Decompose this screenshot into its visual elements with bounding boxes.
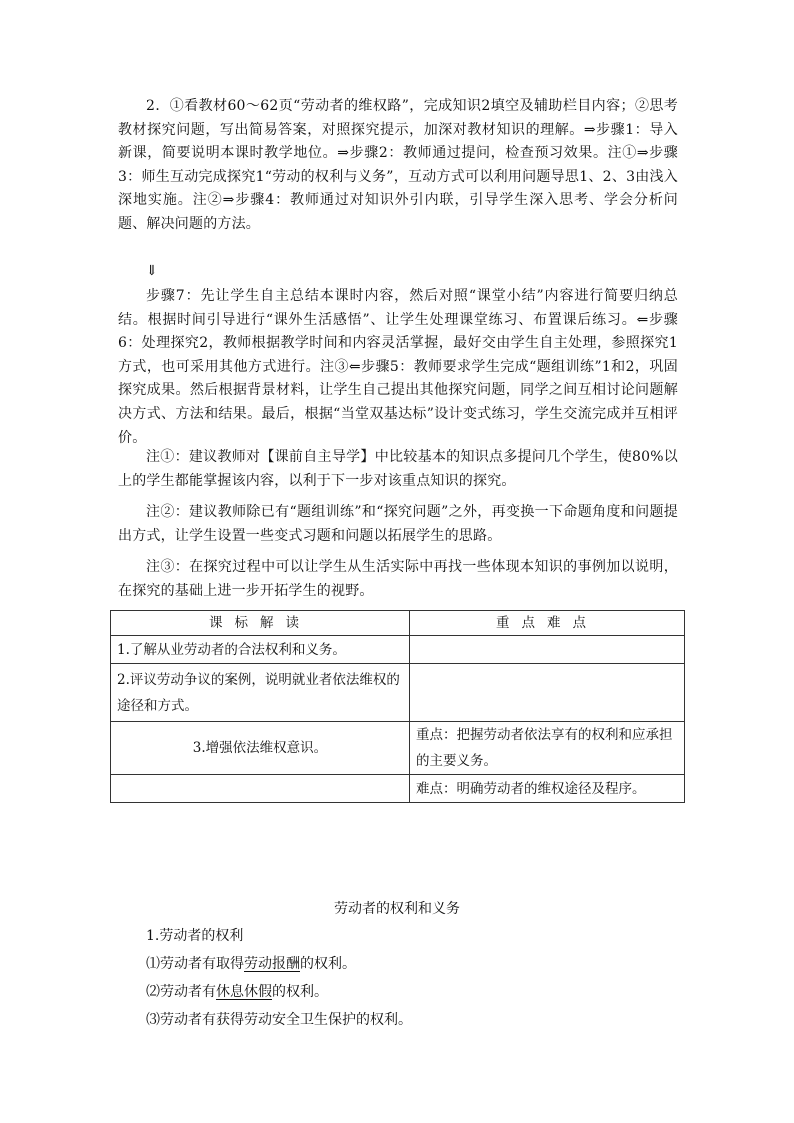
item-text: ⑵劳动者有 bbox=[146, 984, 216, 1000]
table-cell bbox=[410, 636, 685, 664]
underlined-answer: 劳动报酬 bbox=[244, 956, 300, 972]
table-cell: 2.评议劳动争议的案例，说明就业者依法维权的途径和方式。 bbox=[111, 664, 410, 722]
item-text: 的权利。 bbox=[300, 956, 356, 972]
item-text: ⑴劳动者有取得 bbox=[146, 956, 244, 972]
list-item: 1.劳动者的权利 bbox=[146, 928, 244, 944]
list-item: ⑶劳动者有获得劳动安全卫生保护的权利。 bbox=[146, 1012, 412, 1028]
paragraph-note-3: 注③：在探究过程中可以让学生从生活实际中再找一些体现本知识的事例加以说明，在探究的基础上进一步开拓学生的视野。 bbox=[118, 559, 678, 599]
section-title: 劳动者的权利和义务 bbox=[334, 901, 460, 917]
curriculum-table bbox=[110, 610, 685, 803]
paragraph-note-2: 注②：建议教师除已有“题组训练”和“探究问题”之外，再变换一下命题角度和问题提出方式，让学生设置一些变式习题和问题以拓展学生的思路。 bbox=[118, 504, 678, 544]
table-cell bbox=[410, 664, 685, 722]
paragraph-note-1: 注①：建议教师对【课前自主导学】中比较基本的知识点多提问几个学生，使80%以上的学生都能掌握该内容，以利于下一步对该重点知识的探究。 bbox=[118, 449, 678, 489]
header-curriculum-reading: 课标解读 bbox=[111, 611, 410, 636]
list-item bbox=[146, 982, 328, 1002]
table-row bbox=[111, 775, 685, 803]
item-text: 的权利。 bbox=[272, 984, 328, 1000]
table-header-row bbox=[111, 611, 685, 636]
table-cell: 1.了解从业劳动者的合法权利和义务。 bbox=[111, 636, 410, 664]
table-row bbox=[111, 664, 685, 722]
paragraph-step-2: 2．①看教材60～62页“劳动者的维权路”，完成知识2填空及辅助栏目内容；②思考教材探究问题，写出简易答案，对照探究提示，加深对教材知识的理解。⇒步骤1：导入新课，简要说明本课时教学地位。⇒步骤2：教师通过提问，检查预习效果。注①⇒步骤3：师生互动完成探究1“劳动的权利与义务”，互动方式可以利用问题导思1、2、3由浅入深地实施。注②⇒步骤4：教师通过对知识外引内联，引导学生深入思考、学会分析问题、解决问题的方法。 bbox=[118, 98, 678, 232]
table-cell: 3.增强依法维权意识。 bbox=[111, 722, 410, 775]
down-arrow-icon: ⇓ bbox=[146, 263, 158, 279]
list-item bbox=[146, 954, 356, 974]
underlined-answer: 休息休假 bbox=[216, 984, 272, 1000]
header-key-difficult-points: 重点难点 bbox=[410, 611, 685, 636]
paragraph-step-7: 步骤7：先让学生自主总结本课时内容，然后对照“课堂小结”内容进行简要归纳总结。根据时间引导进行“课外生活感悟”、让学生处理课堂练习、布置课后练习。⇐步骤6：处理探究2，教师根据教学时间和内容灵活掌握，最好交由学生自主处理，参照探究1方式，也可采用其他方式进行。注③⇐步骤5：教师要求学生完成“题组训练”1和2，巩固探究成果。然后根据背景材料，让学生自己提出其他探究问题，同学之间互相讨论问题解决方式、方法和结果。最后，根据“当堂双基达标”设计变式练习，学生交流完成并互相评价。 bbox=[118, 288, 678, 446]
table-cell: 难点：明确劳动者的维权途径及程序。 bbox=[410, 775, 685, 803]
table-cell: 重点：把握劳动者依法享有的权利和应承担的主要义务。 bbox=[410, 722, 685, 775]
table-row bbox=[111, 636, 685, 664]
table-cell bbox=[111, 775, 410, 803]
table-row bbox=[111, 722, 685, 775]
